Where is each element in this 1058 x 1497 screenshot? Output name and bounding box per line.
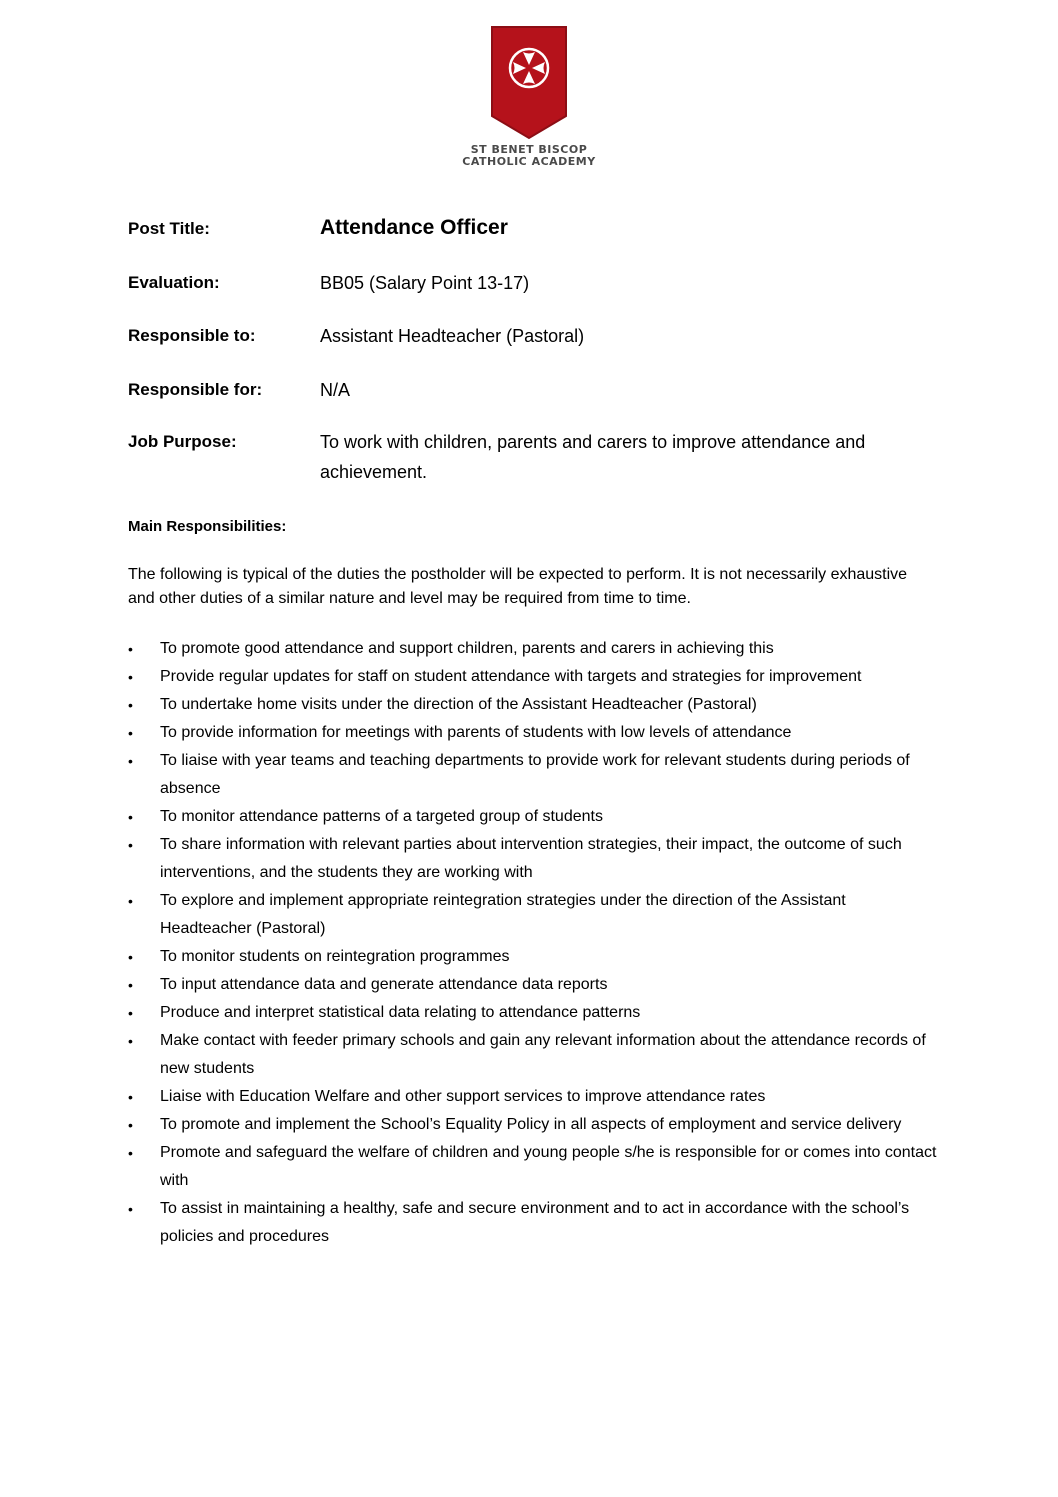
responsible-to-label: Responsible to: [128,326,256,345]
list-item-text: To monitor students on reintegration programmes [160,948,510,965]
post-title-value: Attendance Officer [320,216,508,239]
list-item-text: To assist in maintaining a healthy, safe and secure environment and to act in accordance with the school’s policies and procedures [160,1200,910,1245]
bullet-icon: • [128,1145,133,1161]
list-item-text: To monitor attendance patterns of a targeted group of students [160,808,603,825]
list-item-text: Liaise with Education Welfare and other support services to improve attendance rates [160,1088,766,1105]
list-item [128,691,938,719]
evaluation-value: BB05 (Salary Point 13-17) [320,273,530,293]
bullet-icon: • [128,641,133,657]
list-item [128,803,938,831]
responsibilities-intro: The following is typical of the duties the postholder will be expected to perform. It is not necessarily exhaustive and other duties of a similar nature and level may be required from time to time. [128,566,908,607]
bullet-icon: • [128,809,133,825]
list-item [128,1139,938,1195]
school-name [0,144,1058,168]
responsible-for-label: Responsible for: [128,380,263,399]
list-item-text: To share information with relevant parties about intervention strategies, their impact, the outcome of such interventions, and the students they are working with [160,836,902,881]
responsible-for-value: N/A [320,380,351,400]
list-item-text: To undertake home visits under the direction of the Assistant Headteacher (Pastoral) [160,696,757,713]
bullet-icon: • [128,697,133,713]
list-item [128,971,938,999]
list-item [128,831,938,887]
bullet-icon: • [128,1033,133,1049]
list-item [128,887,938,943]
bullet-icon: • [128,837,133,853]
bullet-icon: • [128,977,133,993]
list-item-text: To input attendance data and generate attendance data reports [160,976,608,993]
post-title-label: Post Title: [128,219,210,238]
responsible-to-value: Assistant Headteacher (Pastoral) [320,326,585,346]
bullet-icon: • [128,949,133,965]
list-item-text: Produce and interpret statistical data relating to attendance patterns [160,1004,641,1021]
list-item-text: Make contact with feeder primary schools and gain any relevant information about the attendance records of new students [160,1032,926,1077]
bullet-icon: • [128,669,133,685]
list-item-text: Provide regular updates for staff on student attendance with targets and strategies for improvement [160,668,862,685]
list-item [128,1027,938,1083]
list-item-text: To promote and implement the School’s Equality Policy in all aspects of employment and service delivery [160,1116,902,1133]
list-item [128,635,938,663]
list-item-text: To promote good attendance and support children, parents and carers in achieving this [160,640,774,657]
list-item [128,999,938,1027]
bullet-icon: • [128,1201,133,1217]
list-item-text: To provide information for meetings with parents of students with low levels of attendance [160,724,792,741]
bullet-icon: • [128,753,133,769]
responsibilities-list [128,635,938,1251]
list-item [128,747,938,803]
evaluation-label: Evaluation: [128,273,220,292]
bullet-icon: • [128,725,133,741]
bullet-icon: • [128,1005,133,1021]
school-logo [0,24,1058,168]
shield-cross-icon [489,24,569,140]
school-name-line2: CATHOLIC ACADEMY [462,155,596,168]
list-item [128,943,938,971]
list-item-text: To explore and implement appropriate reintegration strategies under the direction of the Assistant Headteacher (Pastoral) [160,892,846,937]
bullet-icon: • [128,893,133,909]
bullet-icon: • [128,1117,133,1133]
list-item [128,663,938,691]
job-purpose-value: To work with children, parents and carers to improve attendance and achievement. [320,432,866,482]
list-item-text: To liaise with year teams and teaching departments to provide work for relevant students during periods of absence [160,752,910,797]
list-item [128,719,938,747]
job-purpose-label: Job Purpose: [128,432,237,451]
list-item-text: Promote and safeguard the welfare of children and young people s/he is responsible for or comes into contact with [160,1144,937,1189]
list-item [128,1195,938,1251]
list-item [128,1083,938,1111]
main-responsibilities-heading: Main Responsibilities: [128,518,287,535]
bullet-icon: • [128,1089,133,1105]
list-item [128,1111,938,1139]
school-name-line1: ST BENET BISCOP [470,143,588,156]
